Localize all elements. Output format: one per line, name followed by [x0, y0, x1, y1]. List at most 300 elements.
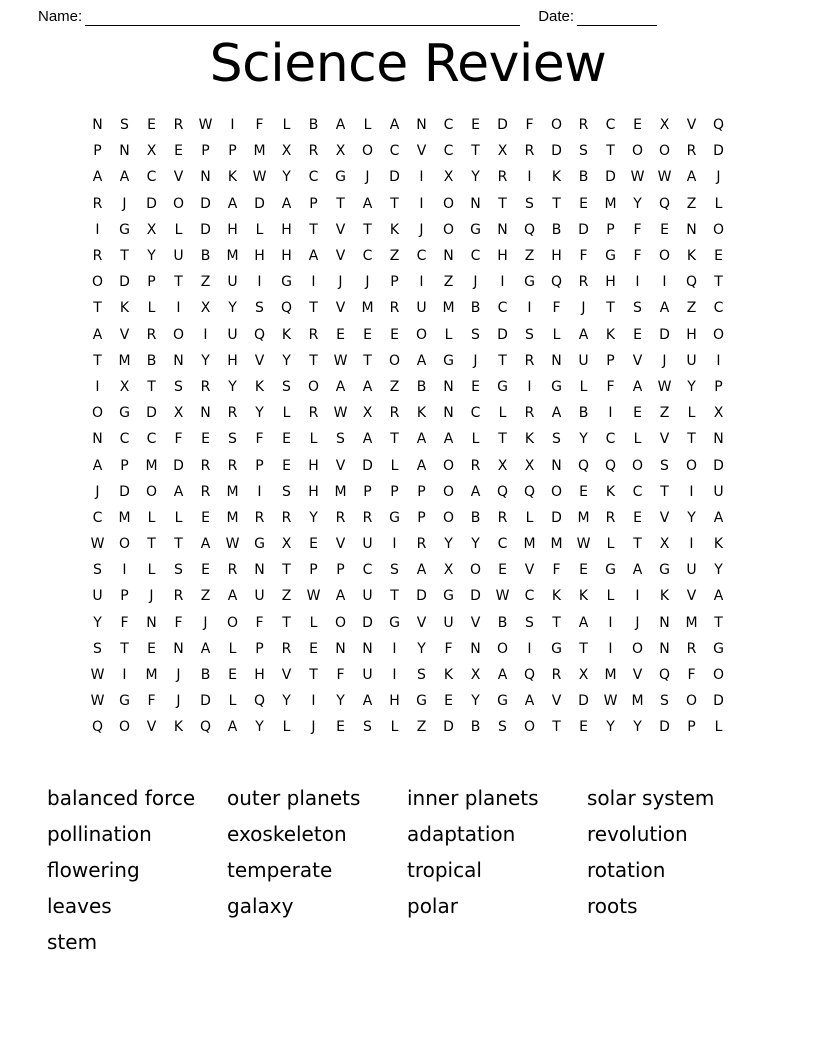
grid-cell[interactable]: C — [92, 509, 103, 526]
grid-cell[interactable]: T — [687, 431, 696, 448]
grid-cell[interactable]: E — [471, 117, 480, 134]
grid-cell[interactable]: B — [308, 117, 319, 134]
grid-cell[interactable]: T — [93, 300, 102, 317]
grid-cell[interactable]: A — [686, 169, 697, 186]
grid-cell[interactable]: L — [471, 431, 480, 448]
grid-cell[interactable]: I — [257, 274, 262, 291]
grid-cell[interactable]: F — [525, 117, 534, 134]
grid-cell[interactable]: R — [227, 562, 238, 579]
grid-cell[interactable]: W — [306, 588, 321, 605]
grid-cell[interactable]: T — [174, 274, 183, 291]
grid-cell[interactable]: X — [659, 536, 670, 553]
grid-cell[interactable]: P — [417, 509, 426, 526]
grid-cell[interactable]: L — [282, 719, 291, 736]
grid-cell[interactable]: U — [713, 483, 724, 500]
word-bank-item[interactable]: outer planets — [227, 786, 361, 810]
grid-cell[interactable]: U — [686, 562, 697, 579]
grid-cell[interactable]: L — [147, 562, 156, 579]
grid-cell[interactable]: O — [712, 221, 725, 238]
grid-cell[interactable]: D — [659, 719, 670, 736]
grid-cell[interactable]: R — [335, 509, 346, 526]
grid-cell[interactable]: E — [579, 195, 588, 212]
grid-cell[interactable]: D — [119, 274, 130, 291]
grid-cell[interactable]: F — [633, 248, 642, 265]
grid-cell[interactable]: V — [659, 509, 670, 526]
grid-cell[interactable]: W — [495, 588, 510, 605]
grid-cell[interactable]: Y — [579, 431, 588, 448]
grid-cell[interactable]: U — [227, 274, 238, 291]
grid-cell[interactable]: E — [147, 117, 156, 134]
grid-cell[interactable]: I — [95, 378, 100, 395]
grid-cell[interactable]: E — [363, 326, 372, 343]
word-bank-item[interactable]: galaxy — [227, 894, 294, 918]
grid-cell[interactable]: N — [416, 117, 427, 134]
grid-cell[interactable]: H — [281, 248, 292, 265]
grid-cell[interactable]: P — [606, 352, 615, 369]
grid-cell[interactable]: Q — [712, 117, 725, 134]
grid-cell[interactable]: I — [419, 195, 424, 212]
grid-cell[interactable]: T — [633, 536, 642, 553]
grid-cell[interactable]: D — [497, 117, 508, 134]
grid-cell[interactable]: T — [552, 719, 561, 736]
grid-cell[interactable]: O — [685, 693, 698, 710]
grid-cell[interactable]: H — [551, 248, 562, 265]
grid-cell[interactable]: E — [660, 221, 669, 238]
grid-cell[interactable]: Y — [93, 614, 102, 631]
grid-cell[interactable]: E — [390, 326, 399, 343]
grid-cell[interactable]: R — [92, 248, 103, 265]
grid-cell[interactable]: S — [282, 378, 291, 395]
grid-cell[interactable]: V — [686, 117, 697, 134]
grid-cell[interactable]: J — [365, 169, 370, 186]
grid-cell[interactable]: I — [257, 483, 262, 500]
grid-cell[interactable]: Y — [417, 640, 426, 657]
grid-cell[interactable]: R — [686, 640, 697, 657]
word-bank-item[interactable]: inner planets — [407, 786, 539, 810]
grid-cell[interactable]: V — [659, 431, 670, 448]
grid-cell[interactable]: Y — [282, 693, 291, 710]
grid-cell[interactable]: U — [416, 300, 427, 317]
grid-cell[interactable]: L — [363, 117, 372, 134]
grid-cell[interactable]: O — [307, 378, 320, 395]
grid-cell[interactable]: E — [633, 117, 642, 134]
grid-cell[interactable]: N — [119, 143, 130, 160]
grid-cell[interactable]: U — [173, 248, 184, 265]
grid-cell[interactable]: V — [416, 143, 427, 160]
grid-cell[interactable]: E — [579, 483, 588, 500]
grid-cell[interactable]: E — [471, 378, 480, 395]
grid-cell[interactable]: O — [631, 457, 644, 474]
grid-cell[interactable]: D — [578, 221, 589, 238]
grid-cell[interactable]: T — [282, 562, 291, 579]
grid-cell[interactable]: H — [254, 248, 265, 265]
grid-cell[interactable]: A — [362, 195, 373, 212]
grid-cell[interactable]: D — [578, 693, 589, 710]
grid-cell[interactable]: N — [200, 405, 211, 422]
grid-cell[interactable]: B — [200, 667, 211, 684]
grid-cell[interactable]: R — [470, 457, 481, 474]
grid-cell[interactable]: Y — [336, 693, 345, 710]
grid-cell[interactable]: I — [608, 640, 613, 657]
grid-cell[interactable]: B — [578, 405, 589, 422]
grid-cell[interactable]: I — [419, 169, 424, 186]
grid-cell[interactable]: K — [119, 300, 130, 317]
grid-cell[interactable]: Y — [228, 378, 237, 395]
grid-cell[interactable]: I — [527, 169, 532, 186]
grid-cell[interactable]: S — [120, 117, 129, 134]
grid-cell[interactable]: N — [551, 457, 562, 474]
grid-cell[interactable]: A — [362, 378, 373, 395]
grid-cell[interactable]: G — [551, 378, 562, 395]
grid-cell[interactable]: D — [146, 195, 157, 212]
grid-cell[interactable]: G — [497, 378, 508, 395]
grid-cell[interactable]: D — [389, 169, 400, 186]
grid-cell[interactable]: O — [442, 509, 455, 526]
grid-cell[interactable]: K — [254, 378, 265, 395]
grid-cell[interactable]: I — [608, 614, 613, 631]
grid-cell[interactable]: L — [282, 117, 291, 134]
grid-cell[interactable]: T — [120, 640, 129, 657]
grid-cell[interactable]: W — [657, 169, 672, 186]
grid-cell[interactable]: W — [333, 405, 348, 422]
grid-cell[interactable]: T — [120, 248, 129, 265]
grid-cell[interactable]: V — [335, 300, 346, 317]
grid-cell[interactable]: B — [578, 169, 589, 186]
grid-cell[interactable]: S — [498, 719, 507, 736]
grid-cell[interactable]: L — [552, 326, 561, 343]
grid-cell[interactable]: V — [632, 352, 643, 369]
grid-cell[interactable]: F — [633, 221, 642, 238]
grid-cell[interactable]: W — [657, 378, 672, 395]
grid-cell[interactable]: T — [390, 195, 399, 212]
grid-cell[interactable]: Q — [280, 300, 293, 317]
grid-cell[interactable]: X — [173, 405, 184, 422]
grid-cell[interactable]: I — [311, 274, 316, 291]
grid-cell[interactable]: G — [659, 562, 670, 579]
grid-cell[interactable]: P — [390, 274, 399, 291]
grid-cell[interactable]: B — [497, 614, 508, 631]
grid-cell[interactable]: F — [255, 614, 264, 631]
grid-cell[interactable]: A — [308, 248, 319, 265]
grid-cell[interactable]: K — [659, 588, 670, 605]
grid-cell[interactable]: A — [92, 457, 103, 474]
grid-cell[interactable]: D — [713, 457, 724, 474]
grid-cell[interactable]: P — [201, 143, 210, 160]
grid-cell[interactable]: J — [662, 352, 667, 369]
grid-cell[interactable]: S — [363, 719, 372, 736]
grid-cell[interactable]: F — [606, 378, 615, 395]
grid-cell[interactable]: H — [227, 352, 238, 369]
grid-cell[interactable]: M — [118, 509, 131, 526]
grid-cell[interactable]: U — [362, 667, 373, 684]
grid-cell[interactable]: H — [227, 221, 238, 238]
grid-cell[interactable]: D — [200, 195, 211, 212]
word-bank-item[interactable]: adaptation — [407, 822, 516, 846]
grid-cell[interactable]: V — [281, 667, 292, 684]
grid-cell[interactable]: M — [604, 195, 617, 212]
grid-cell[interactable]: V — [335, 536, 346, 553]
grid-cell[interactable]: G — [524, 274, 535, 291]
grid-cell[interactable]: S — [255, 300, 264, 317]
grid-cell[interactable]: Y — [687, 509, 696, 526]
grid-cell[interactable]: I — [689, 483, 694, 500]
word-bank-item[interactable]: pollination — [47, 822, 152, 846]
grid-cell[interactable]: D — [146, 405, 157, 422]
grid-cell[interactable]: O — [415, 326, 428, 343]
grid-cell[interactable]: R — [524, 352, 535, 369]
grid-cell[interactable]: H — [254, 667, 265, 684]
grid-cell[interactable]: L — [714, 719, 723, 736]
grid-cell[interactable]: W — [90, 693, 105, 710]
word-bank-item[interactable]: polar — [407, 894, 458, 918]
grid-cell[interactable]: D — [416, 588, 427, 605]
grid-cell[interactable]: L — [309, 614, 318, 631]
grid-cell[interactable]: S — [390, 562, 399, 579]
grid-cell[interactable]: F — [255, 117, 264, 134]
word-bank-item[interactable]: revolution — [587, 822, 688, 846]
grid-cell[interactable]: O — [550, 117, 563, 134]
grid-cell[interactable]: M — [631, 693, 644, 710]
grid-cell[interactable]: M — [442, 300, 455, 317]
grid-cell[interactable]: I — [95, 221, 100, 238]
grid-cell[interactable]: A — [227, 588, 238, 605]
grid-cell[interactable]: A — [470, 483, 481, 500]
word-bank-item[interactable]: balanced force — [47, 786, 196, 810]
grid-cell[interactable]: P — [714, 378, 723, 395]
grid-cell[interactable]: Q — [91, 719, 104, 736]
grid-cell[interactable]: C — [605, 117, 616, 134]
grid-cell[interactable]: C — [362, 248, 373, 265]
grid-cell[interactable]: H — [497, 248, 508, 265]
grid-cell[interactable]: C — [605, 431, 616, 448]
grid-cell[interactable]: P — [336, 562, 345, 579]
grid-cell[interactable]: Q — [658, 195, 671, 212]
grid-cell[interactable]: W — [225, 536, 240, 553]
grid-cell[interactable]: E — [714, 248, 723, 265]
grid-cell[interactable]: N — [470, 640, 481, 657]
grid-cell[interactable]: S — [93, 640, 102, 657]
grid-cell[interactable]: S — [471, 326, 480, 343]
grid-cell[interactable]: Y — [714, 562, 723, 579]
grid-cell[interactable]: R — [524, 143, 535, 160]
word-bank-item[interactable]: stem — [47, 930, 98, 954]
grid-cell[interactable]: A — [551, 405, 562, 422]
grid-cell[interactable]: V — [146, 719, 157, 736]
grid-cell[interactable]: A — [416, 562, 427, 579]
grid-cell[interactable]: I — [122, 562, 127, 579]
grid-cell[interactable]: J — [635, 614, 640, 631]
grid-cell[interactable]: V — [686, 588, 697, 605]
grid-cell[interactable]: I — [419, 274, 424, 291]
grid-cell[interactable]: G — [713, 640, 724, 657]
grid-cell[interactable]: O — [145, 483, 158, 500]
grid-cell[interactable]: A — [524, 693, 535, 710]
grid-cell[interactable]: Y — [201, 352, 210, 369]
grid-cell[interactable]: A — [227, 195, 238, 212]
grid-cell[interactable]: K — [605, 326, 616, 343]
grid-cell[interactable]: Z — [686, 195, 697, 212]
grid-cell[interactable]: L — [309, 431, 318, 448]
grid-cell[interactable]: M — [577, 509, 590, 526]
grid-cell[interactable]: R — [389, 405, 400, 422]
grid-cell[interactable]: M — [226, 509, 239, 526]
grid-cell[interactable]: A — [362, 431, 373, 448]
grid-cell[interactable]: K — [281, 326, 292, 343]
grid-cell[interactable]: Q — [253, 326, 266, 343]
grid-cell[interactable]: S — [174, 378, 183, 395]
grid-cell[interactable]: P — [255, 640, 264, 657]
grid-cell[interactable]: S — [174, 562, 183, 579]
grid-cell[interactable]: X — [524, 457, 535, 474]
grid-cell[interactable]: O — [550, 483, 563, 500]
grid-cell[interactable]: L — [228, 640, 237, 657]
grid-cell[interactable]: S — [633, 300, 642, 317]
grid-cell[interactable]: X — [497, 457, 508, 474]
grid-cell[interactable]: T — [309, 667, 318, 684]
grid-cell[interactable]: A — [713, 509, 724, 526]
grid-cell[interactable]: P — [390, 483, 399, 500]
grid-cell[interactable]: U — [686, 352, 697, 369]
grid-cell[interactable]: G — [551, 640, 562, 657]
grid-cell[interactable]: L — [390, 457, 399, 474]
grid-cell[interactable]: F — [579, 248, 588, 265]
grid-cell[interactable]: E — [633, 405, 642, 422]
grid-cell[interactable]: R — [227, 405, 238, 422]
grid-cell[interactable]: J — [176, 693, 181, 710]
grid-cell[interactable]: S — [660, 693, 669, 710]
grid-cell[interactable]: A — [362, 693, 373, 710]
grid-cell[interactable]: Q — [523, 483, 536, 500]
grid-cell[interactable]: L — [390, 719, 399, 736]
grid-cell[interactable]: C — [443, 143, 454, 160]
grid-cell[interactable]: B — [200, 248, 211, 265]
grid-cell[interactable]: G — [389, 509, 400, 526]
grid-cell[interactable]: S — [282, 483, 291, 500]
grid-cell[interactable]: R — [497, 509, 508, 526]
grid-cell[interactable]: R — [308, 143, 319, 160]
grid-cell[interactable]: E — [336, 326, 345, 343]
grid-cell[interactable]: M — [523, 536, 536, 553]
grid-cell[interactable]: K — [524, 431, 535, 448]
grid-cell[interactable]: Y — [255, 719, 264, 736]
grid-cell[interactable]: X — [146, 221, 157, 238]
grid-cell[interactable]: P — [363, 483, 372, 500]
grid-cell[interactable]: L — [282, 405, 291, 422]
grid-cell[interactable]: F — [687, 667, 696, 684]
grid-cell[interactable]: W — [333, 352, 348, 369]
grid-cell[interactable]: W — [90, 536, 105, 553]
grid-cell[interactable]: E — [444, 693, 453, 710]
grid-cell[interactable]: L — [147, 300, 156, 317]
grid-cell[interactable]: R — [578, 274, 589, 291]
grid-cell[interactable]: T — [390, 431, 399, 448]
grid-cell[interactable]: F — [120, 614, 129, 631]
grid-cell[interactable]: A — [335, 117, 346, 134]
grid-cell[interactable]: M — [361, 300, 374, 317]
grid-cell[interactable]: K — [605, 483, 616, 500]
grid-cell[interactable]: L — [714, 195, 723, 212]
grid-cell[interactable]: U — [362, 536, 373, 553]
grid-cell[interactable]: R — [227, 457, 238, 474]
grid-cell[interactable]: V — [632, 667, 643, 684]
grid-cell[interactable]: I — [392, 640, 397, 657]
grid-cell[interactable]: D — [200, 693, 211, 710]
grid-cell[interactable]: T — [336, 195, 345, 212]
grid-cell[interactable]: P — [255, 457, 264, 474]
grid-cell[interactable]: M — [550, 536, 563, 553]
grid-cell[interactable]: D — [605, 169, 616, 186]
grid-cell[interactable]: G — [416, 693, 427, 710]
grid-cell[interactable]: O — [712, 326, 725, 343]
grid-cell[interactable]: A — [578, 326, 589, 343]
grid-cell[interactable]: Q — [604, 457, 617, 474]
grid-cell[interactable]: A — [281, 195, 292, 212]
grid-cell[interactable]: D — [119, 483, 130, 500]
grid-cell[interactable]: V — [416, 614, 427, 631]
grid-cell[interactable]: O — [361, 143, 374, 160]
grid-cell[interactable]: R — [92, 195, 103, 212]
grid-cell[interactable]: J — [419, 221, 424, 238]
grid-cell[interactable]: A — [632, 378, 643, 395]
grid-cell[interactable]: M — [118, 352, 131, 369]
grid-cell[interactable]: E — [282, 431, 291, 448]
grid-cell[interactable]: A — [416, 431, 427, 448]
grid-cell[interactable]: S — [93, 562, 102, 579]
grid-cell[interactable]: A — [578, 614, 589, 631]
grid-cell[interactable]: L — [606, 588, 615, 605]
grid-cell[interactable]: X — [443, 169, 454, 186]
grid-cell[interactable]: C — [443, 117, 454, 134]
grid-cell[interactable]: W — [90, 667, 105, 684]
grid-cell[interactable]: T — [498, 431, 507, 448]
grid-cell[interactable]: O — [631, 640, 644, 657]
grid-cell[interactable]: B — [470, 300, 481, 317]
grid-cell[interactable]: R — [605, 509, 616, 526]
grid-cell[interactable]: K — [713, 536, 724, 553]
grid-cell[interactable]: D — [200, 221, 211, 238]
grid-cell[interactable]: Q — [523, 667, 536, 684]
grid-cell[interactable]: T — [552, 195, 561, 212]
grid-cell[interactable]: L — [687, 405, 696, 422]
grid-cell[interactable]: E — [201, 509, 210, 526]
grid-cell[interactable]: C — [146, 169, 157, 186]
grid-cell[interactable]: L — [579, 378, 588, 395]
grid-cell[interactable]: F — [552, 300, 561, 317]
grid-cell[interactable]: X — [200, 300, 211, 317]
grid-cell[interactable]: J — [581, 300, 586, 317]
grid-cell[interactable]: Q — [577, 457, 590, 474]
grid-cell[interactable]: R — [389, 300, 400, 317]
grid-cell[interactable]: H — [686, 326, 697, 343]
grid-cell[interactable]: Y — [606, 719, 615, 736]
grid-cell[interactable]: J — [122, 195, 127, 212]
grid-cell[interactable]: O — [226, 614, 239, 631]
grid-cell[interactable]: B — [551, 221, 562, 238]
grid-cell[interactable]: J — [338, 274, 343, 291]
grid-cell[interactable]: E — [498, 562, 507, 579]
grid-cell[interactable]: D — [362, 614, 373, 631]
grid-cell[interactable]: R — [308, 326, 319, 343]
grid-cell[interactable]: M — [226, 248, 239, 265]
grid-cell[interactable]: L — [174, 221, 183, 238]
grid-cell[interactable]: C — [470, 248, 481, 265]
grid-cell[interactable]: C — [497, 300, 508, 317]
grid-cell[interactable]: E — [201, 562, 210, 579]
grid-cell[interactable]: O — [442, 195, 455, 212]
grid-cell[interactable]: A — [92, 326, 103, 343]
grid-cell[interactable]: N — [362, 640, 373, 657]
grid-cell[interactable]: N — [92, 431, 103, 448]
